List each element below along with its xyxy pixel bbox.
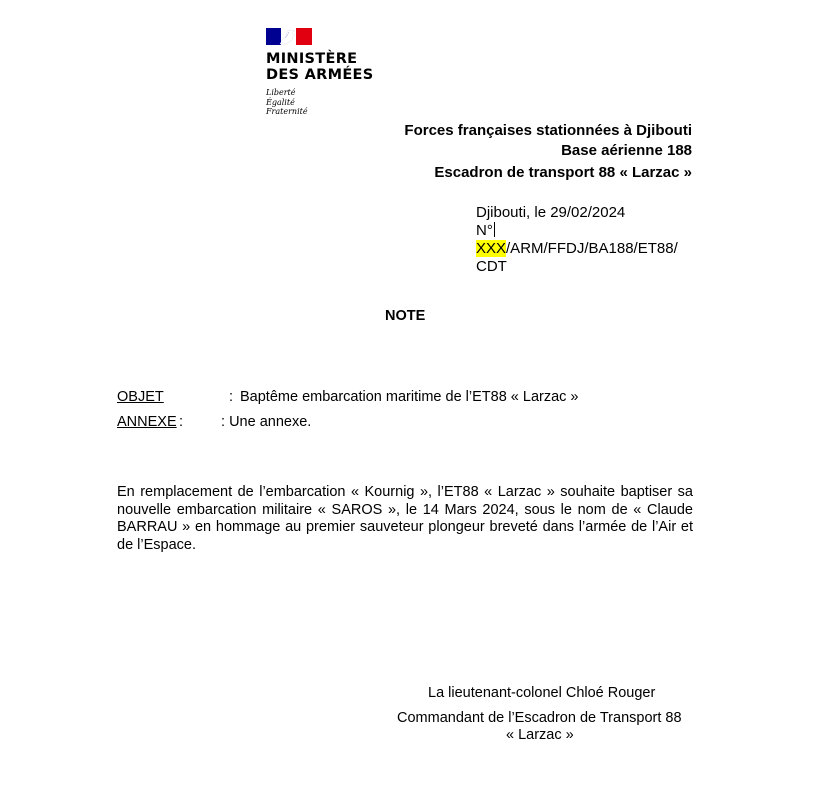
marianne-profile-icon [278, 29, 300, 45]
signatory-unit: « Larzac » [506, 727, 574, 743]
motto-egalite: Égalité [266, 97, 295, 107]
republic-motto [266, 88, 386, 117]
reference-block [476, 204, 706, 276]
annexe-separator: : [179, 414, 184, 430]
unit-squadron: Escadron de transport 88 « Larzac » [434, 164, 692, 181]
reference-suffix: /ARM/FFDJ/BA188/ET88/ [506, 240, 678, 257]
annexe-row [117, 414, 312, 430]
reference-number-prefix[interactable] [476, 222, 706, 240]
motto-liberte: Liberté [266, 88, 296, 97]
motto-fraternite: Fraternité [266, 107, 308, 116]
highlighted-placeholder[interactable]: XXX [476, 240, 507, 257]
signatory-name: La lieutenant-colonel Chloé Rouger [428, 685, 656, 701]
objet-value: Baptême embarcation maritime de l’ET88 « Larzac » [240, 389, 579, 405]
marianne-flag-icon [266, 28, 312, 45]
ministry-line-2: DES ARMÉES [266, 67, 374, 83]
objet-separator: : [229, 389, 234, 405]
place-date: Djibouti, le 29/02/2024 [476, 204, 626, 221]
annexe-label: ANNEXE [117, 414, 177, 430]
unit-forces: Forces françaises stationnées à Djibouti [404, 122, 692, 139]
signatory-role: Commandant de l’Escadron de Transport 88 [397, 710, 682, 726]
annexe-separator-2: : [221, 414, 226, 430]
number-prefix: N° [476, 222, 493, 239]
reference-end: CDT [476, 258, 507, 275]
ministry-name [266, 51, 386, 83]
document-title: NOTE [385, 308, 426, 324]
ministry-logo [266, 28, 386, 117]
text-cursor [494, 222, 495, 237]
body-paragraph: En remplacement de l’embarcation « Kournig », l’ET88 « Larzac » souhaite baptiser sa nouvelle embarcation militaire « SAROS », le 14 Mars 2024, sous le nom de « Claude BARRAU » en hommage au premier sauveteur plongeur breveté dans l’armée de l’Air et de l’Espace. [117, 484, 693, 553]
annexe-value [221, 414, 311, 430]
ministry-line-1: MINISTÈRE [266, 51, 358, 67]
objet-label: OBJET [117, 389, 164, 405]
unit-base: Base aérienne 188 [561, 142, 692, 159]
objet-row [117, 389, 579, 405]
reference-number[interactable] [476, 240, 706, 258]
annexe-text: Une annexe. [229, 414, 312, 430]
